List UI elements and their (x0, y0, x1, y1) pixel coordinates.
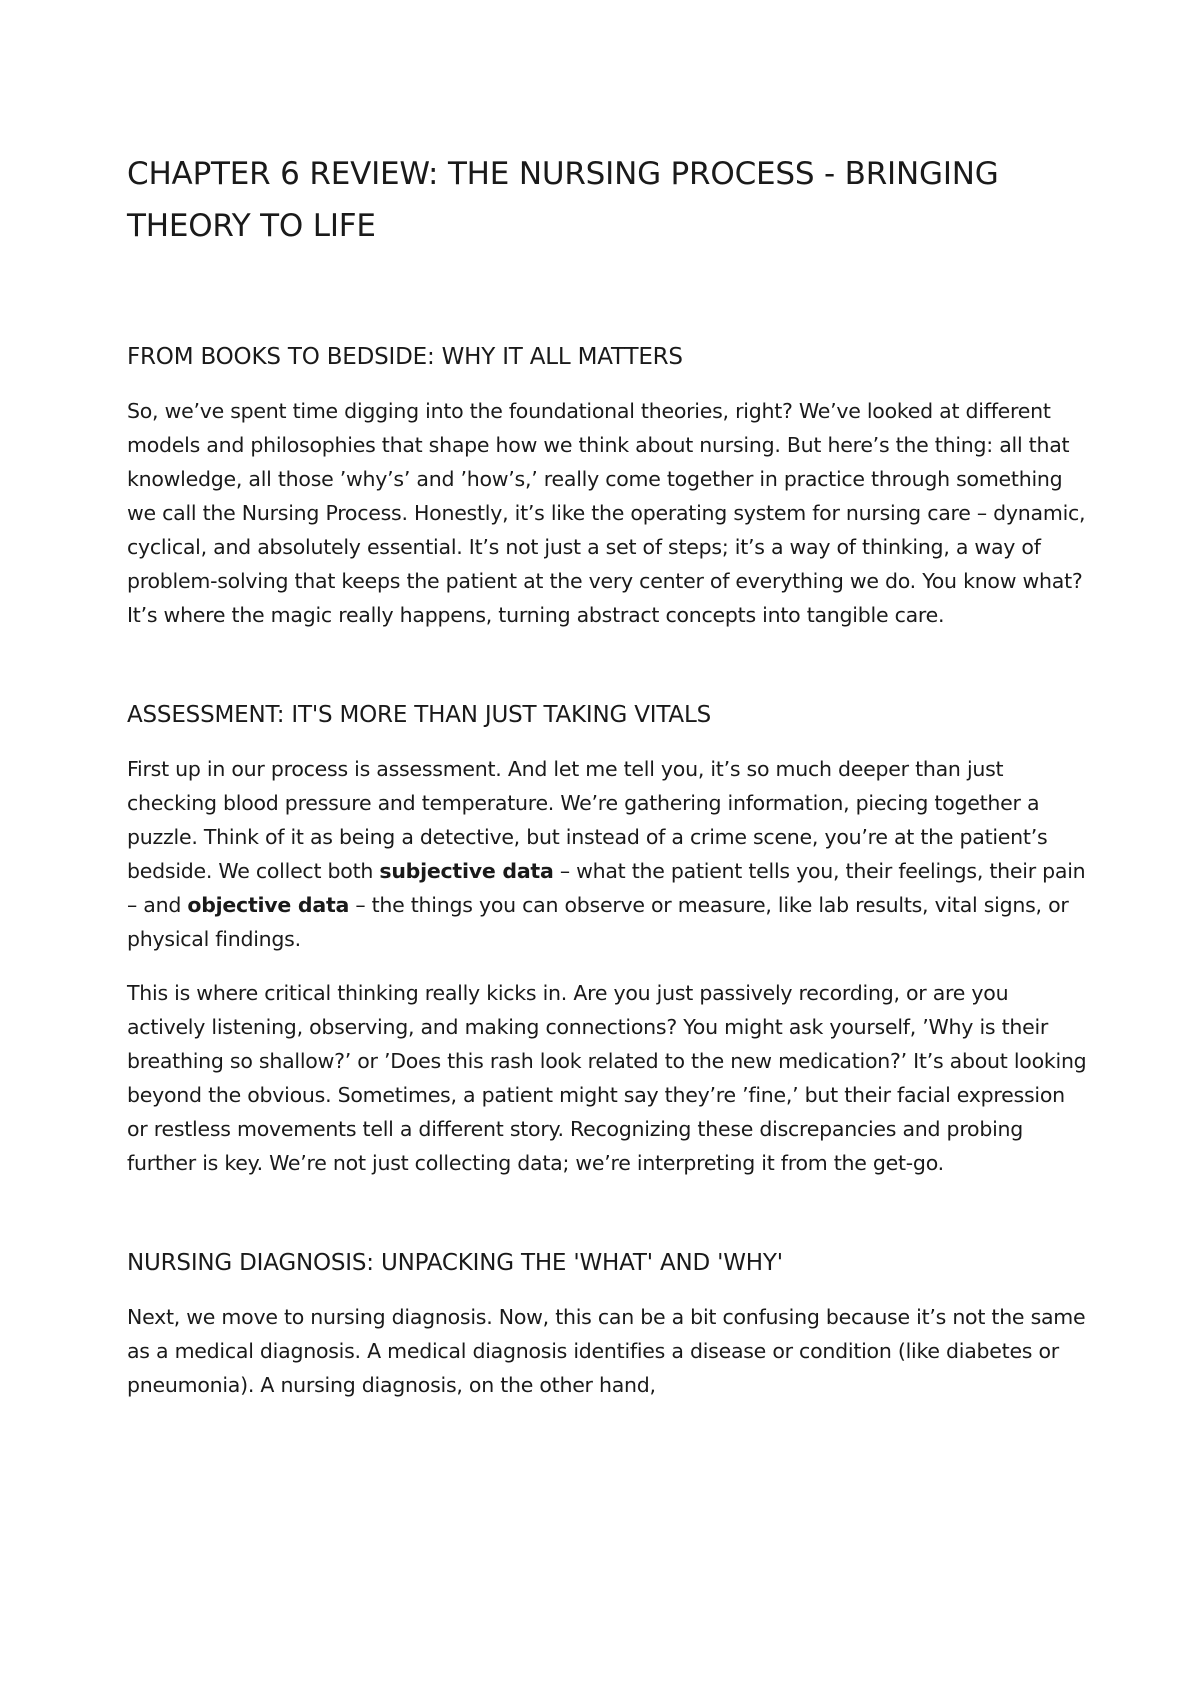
section-heading: NURSING DIAGNOSIS: UNPACKING THE 'WHAT' AND 'WHY' (127, 1250, 783, 1276)
document-page (127, 148, 1087, 1422)
paragraph (127, 1300, 1087, 1402)
section-heading: ASSESSMENT: IT'S MORE THAN JUST TAKING VITALS (127, 702, 711, 728)
section-nursing-diagnosis (127, 1246, 1087, 1402)
page-title: CHAPTER 6 REVIEW: THE NURSING PROCESS - BRINGING THEORY TO LIFE (127, 156, 999, 244)
bold-term-objective-data: objective data (187, 893, 350, 917)
bold-term-subjective-data: subjective data (379, 859, 554, 883)
section-heading: FROM BOOKS TO BEDSIDE: WHY IT ALL MATTERS (127, 344, 683, 370)
paragraph (127, 394, 1087, 632)
paragraph-text: First up in our process is assessment. And let me tell you, it’s so much deeper than just checking blood pressure and temperature. We’re gathering information, piecing together a puzzle. Think of it as being a detective, but instead of a crime scene, you’re at the patient’s bedside. We collect both (127, 757, 1048, 883)
paragraph-text: Next, we move to nursing diagnosis. Now, this can be a bit confusing because it’s not the same as a medical diagnosis. A medical diagnosis identifies a disease or condition (like diabetes or pneumonia). A nursing diagnosis, on the other hand, (127, 1305, 1086, 1397)
paragraph (127, 976, 1087, 1180)
paragraph (127, 752, 1087, 956)
paragraph-text: – what the patient tells you, their feelings, their pain – and (127, 859, 1086, 917)
paragraph-text: – the things you can observe or measure, like lab results, vital signs, or physical findings. (127, 893, 1069, 951)
section-books-to-bedside (127, 340, 1087, 632)
section-assessment (127, 698, 1087, 1180)
paragraph-text: This is where critical thinking really kicks in. Are you just passively recording, or are you actively listening, observing, and making connections? You might ask yourself, ’Why is their breathing so shallow?’ or ’Does this rash look related to the new medication?’ It’s about looking beyond the obvious. Sometimes, a patient might say they’re ’fine,’ but their facial expression or restless movements tell a different story. Recognizing these discrepancies and probing further is key. We’re not just collecting data; we’re interpreting it from the get-go. (127, 981, 1087, 1175)
paragraph-text: So, we’ve spent time digging into the foundational theories, right? We’ve looked at different models and philosophies that shape how we think about nursing. But here’s the thing: all that knowledge, all those ’why’s’ and ’how’s,’ really come together in practice through something we call the Nursing Process. Honestly, it’s like the operating system for nursing care – dynamic, cyclical, and absolutely essential. It’s not just a set of steps; it’s a way of thinking, a way of problem-solving that keeps the patient at the very center of everything we do. You know what? It’s where the magic really happens, turning abstract concepts into tangible care. (127, 399, 1086, 627)
